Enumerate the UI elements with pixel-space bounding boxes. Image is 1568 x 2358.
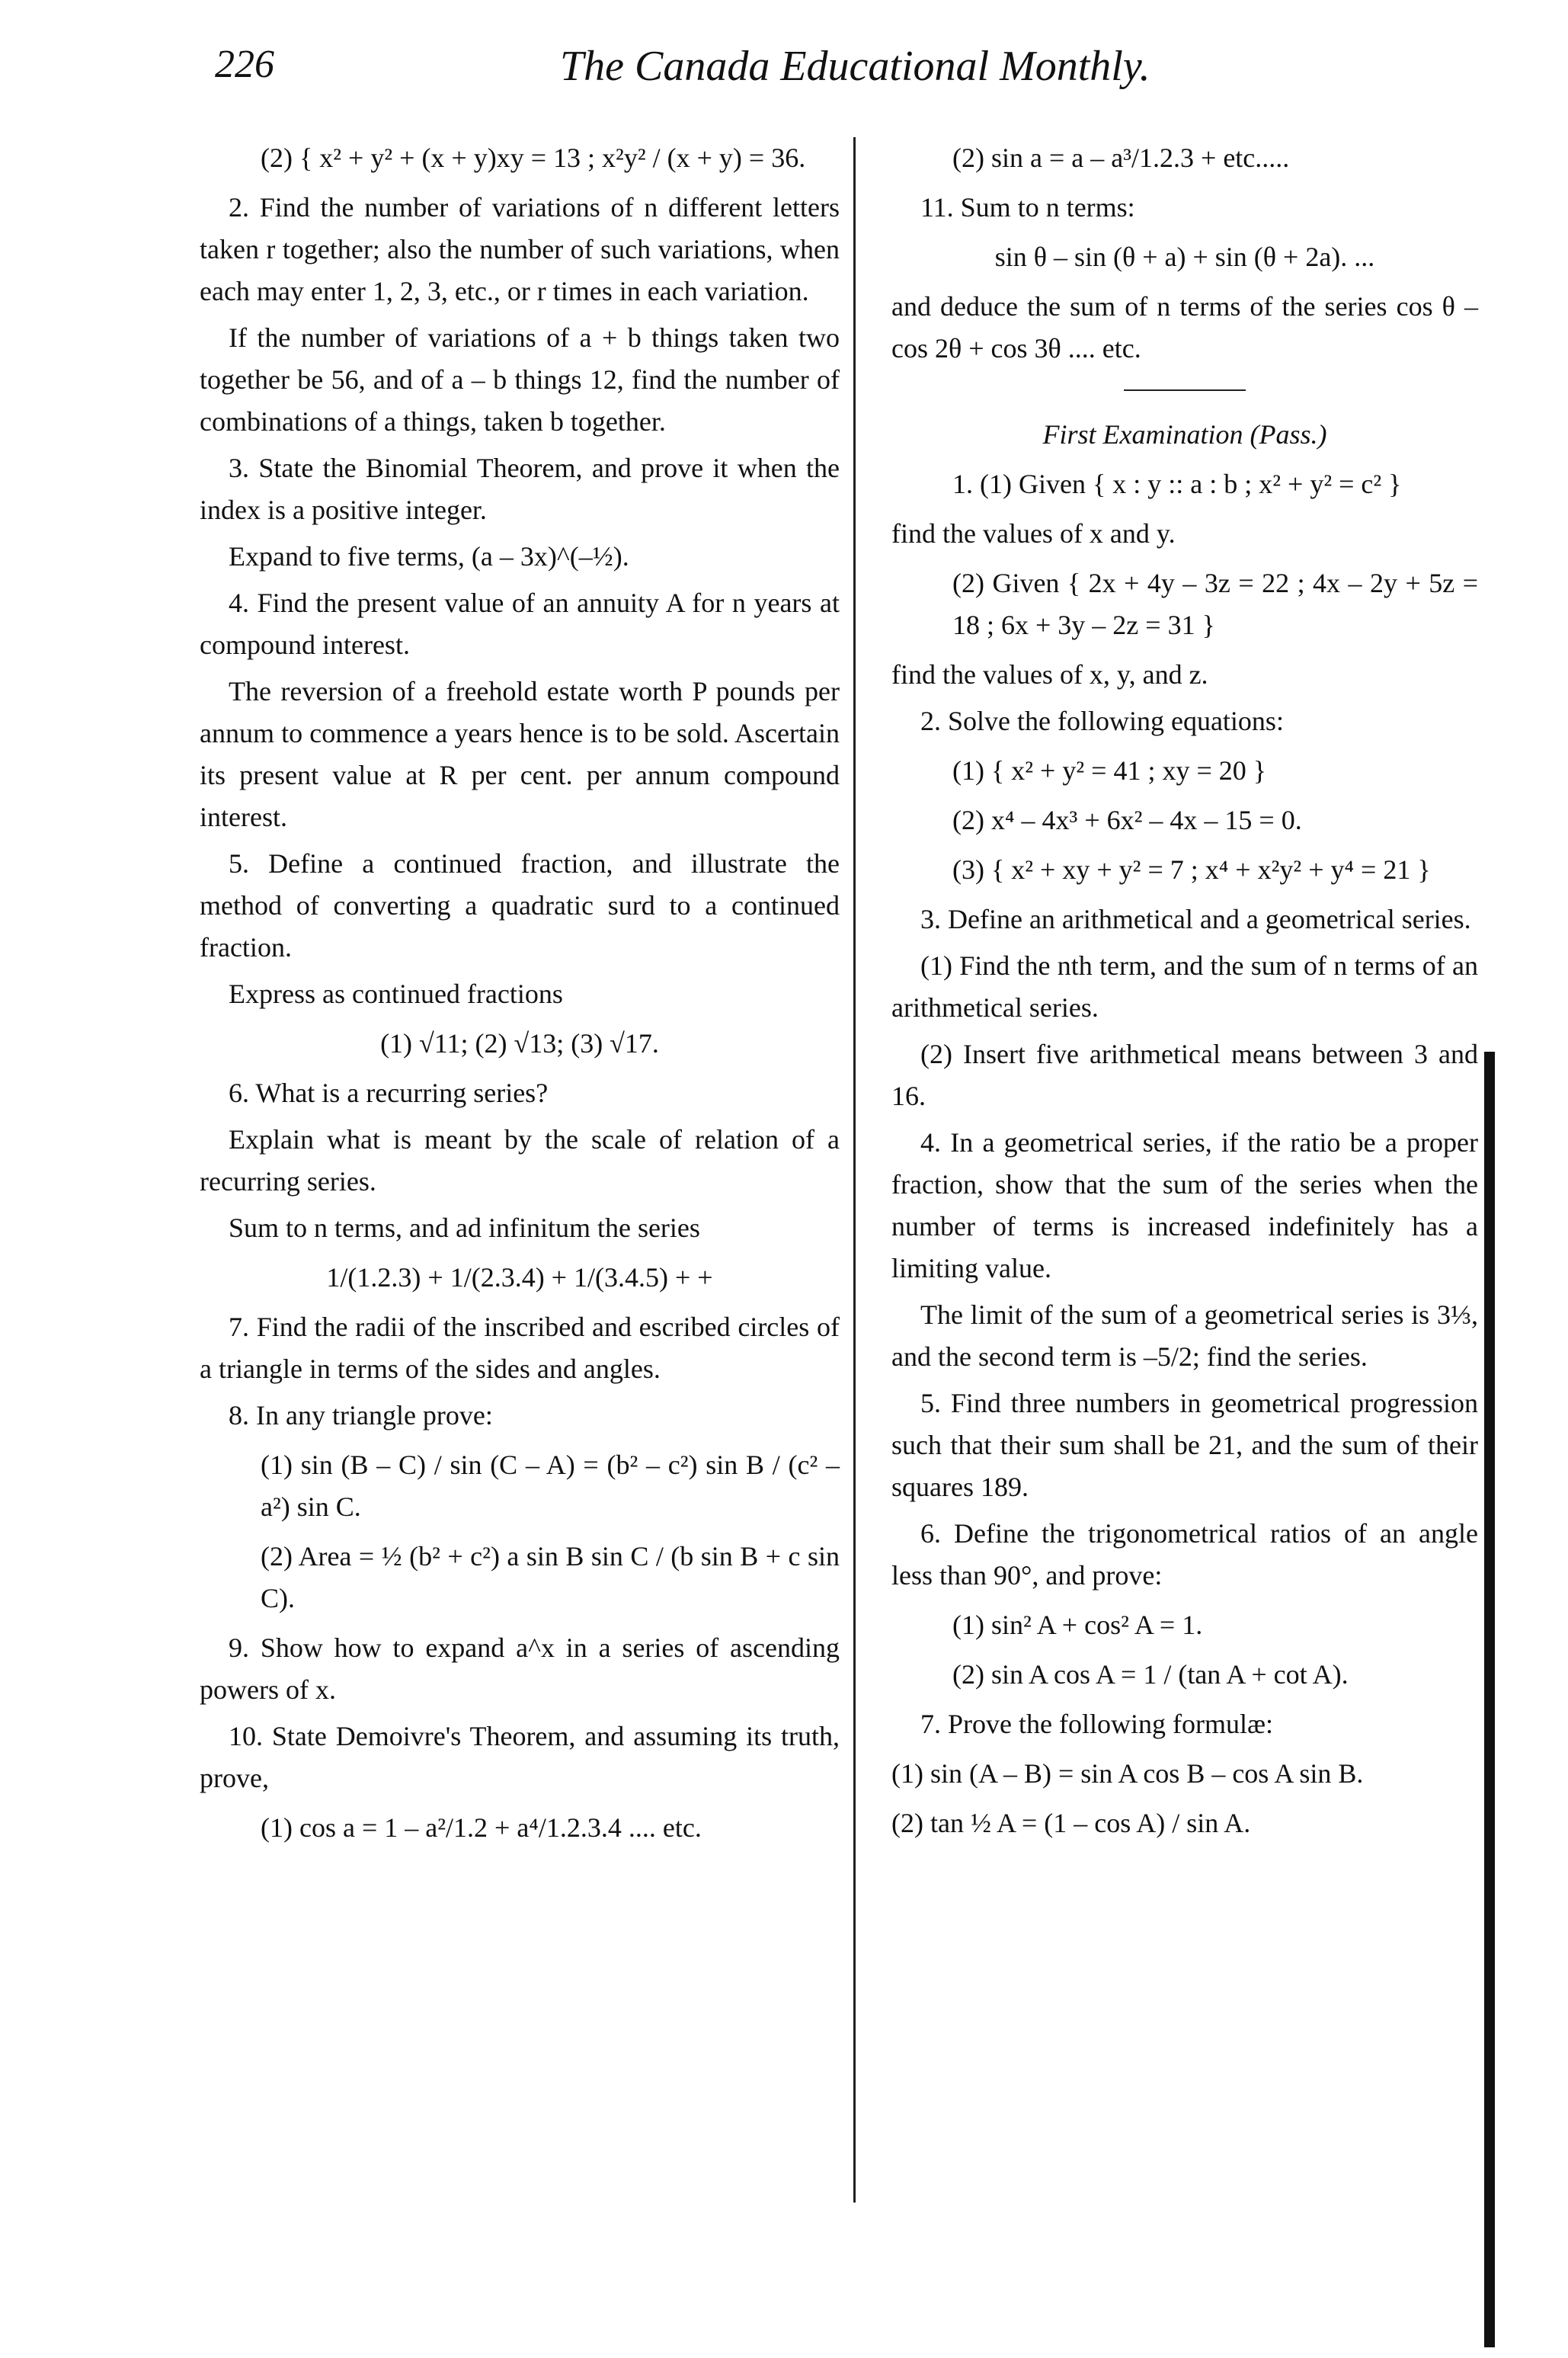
question-paragraph: 6. Define the trigonometrical ratios of an angle less than 90°, and prove: (891, 1518, 1478, 1591)
question-paragraph: 4. In a geometrical series, if the ratio be a proper fraction, show that the sum of the series when the number of terms is increased indefinitely has a limiting value. (891, 1127, 1478, 1283)
question-paragraph: 7. Find the radii of the inscribed and escribed circles of a triangle in terms of the sides and angles. (200, 1312, 840, 1384)
equation: (2) sin a = a – a³/1.2.3 + etc..... (952, 143, 1290, 173)
equation: sin θ – sin (θ + a) + sin (θ + 2a). ... (994, 242, 1375, 272)
equation: (2) Area = ½ (b² + c²) a sin B sin C / (b sin B + c sin C). (261, 1541, 840, 1613)
question-paragraph: find the values of x, y, and z. (891, 659, 1208, 690)
question-paragraph: 3. State the Binomial Theorem, and prove it when the index is a positive integer. (200, 453, 840, 525)
question-paragraph: 2. Find the number of variations of n different letters taken r together; also the number of such variations, when each may enter 1, 2, 3, etc., or r times in each variation. (200, 192, 840, 306)
equation: (2) tan ½ A = (1 – cos A) / sin A. (891, 1808, 1251, 1838)
equation: (1) sin² A + cos² A = 1. (952, 1610, 1203, 1640)
question-paragraph: Explain what is meant by the scale of relation of a recurring series. (200, 1124, 840, 1197)
question-paragraph: 7. Prove the following formulæ: (920, 1709, 1273, 1739)
equation: (1) { x² + y² = 41 ; xy = 20 } (952, 755, 1267, 786)
section-heading: First Examination (Pass.) (1042, 419, 1327, 450)
question-paragraph: find the values of x and y. (891, 518, 1176, 549)
question-paragraph: 6. What is a recurring series? (229, 1078, 549, 1108)
question-paragraph: 3. Define an arithmetical and a geometrical series. (920, 904, 1471, 934)
equation: (1) cos a = 1 – a²/1.2 + a⁴/1.2.3.4 .... etc. (261, 1812, 702, 1843)
question-paragraph: 8. In any triangle prove: (229, 1400, 493, 1430)
left-column (200, 130, 840, 1857)
question-paragraph: The reversion of a freehold estate worth P pounds per annum to commence a years hence is to be sold. Ascertain its present value at R per cent. per annum compound interest. (200, 676, 840, 832)
equation: (3) { x² + xy + y² = 7 ; x⁴ + x²y² + y⁴ = 21 } (952, 854, 1431, 885)
question-paragraph: 10. State Demoivre's Theorem, and assuming its truth, prove, (200, 1721, 840, 1793)
equation: 1/(1.2.3) + 1/(2.3.4) + 1/(3.4.5) + + (326, 1262, 713, 1293)
question-paragraph: Express as continued fractions (229, 979, 563, 1009)
question-paragraph: 5. Define a continued fraction, and illustrate the method of converting a quadratic surd to a continued fraction. (200, 848, 840, 963)
question-paragraph: 11. Sum to n terms: (920, 192, 1135, 223)
equation: (2) Given { 2x + 4y – 3z = 22 ; 4x – 2y + 5z = 18 ; 6x + 3y – 2z = 31 } (952, 568, 1478, 640)
question-paragraph: and deduce the sum of n terms of the series cos θ – cos 2θ + cos 3θ .... etc. (891, 291, 1478, 364)
question-paragraph: 2. Solve the following equations: (920, 706, 1284, 736)
question-paragraph: Expand to five terms, (a – 3x)^(–½). (229, 541, 629, 572)
page-number: 226 (215, 43, 274, 86)
question-paragraph: 5. Find three numbers in geometrical progression such that their sum shall be 21, and the sum of their squares 189. (891, 1388, 1478, 1502)
scan-edge-shadow (1484, 1052, 1495, 2347)
equation: (2) sin A cos A = 1 / (tan A + cot A). (952, 1659, 1349, 1690)
question-paragraph: (2) Insert five arithmetical means between 3 and 16. (891, 1039, 1478, 1111)
equation: (2) { x² + y² + (x + y)xy = 13 ; x²y² / (x + y) = 36. (261, 143, 806, 173)
question-paragraph: Sum to n terms, and ad infinitum the series (229, 1213, 700, 1243)
right-column (891, 130, 1478, 1852)
journal-title: The Canada Educational Monthly. (560, 43, 1150, 90)
question-paragraph: If the number of variations of a + b things taken two together be 56, and of a – b things 12, find the number of combinations of a things, taken b together. (200, 322, 840, 437)
question-paragraph: (1) Find the nth term, and the sum of n terms of an arithmetical series. (891, 950, 1478, 1023)
equation: (2) x⁴ – 4x³ + 6x² – 4x – 15 = 0. (952, 805, 1302, 835)
question-paragraph: The limit of the sum of a geometrical series is 3⅓, and the second term is –5/2; find the series. (891, 1299, 1478, 1372)
equation: (1) sin (A – B) = sin A cos B – cos A sin B. (891, 1758, 1364, 1789)
question-paragraph: 9. Show how to expand a^x in a series of ascending powers of x. (200, 1632, 840, 1705)
column-divider (853, 137, 856, 2203)
equation: (1) √11; (2) √13; (3) √17. (380, 1028, 659, 1059)
section-rule (1124, 389, 1246, 391)
question-paragraph: 4. Find the present value of an annuity A for n years at compound interest. (200, 588, 840, 660)
equation: (1) sin (B – C) / sin (C – A) = (b² – c²) sin B / (c² – a²) sin C. (261, 1450, 840, 1522)
equation: 1. (1) Given { x : y :: a : b ; x² + y² = c² } (952, 469, 1402, 499)
